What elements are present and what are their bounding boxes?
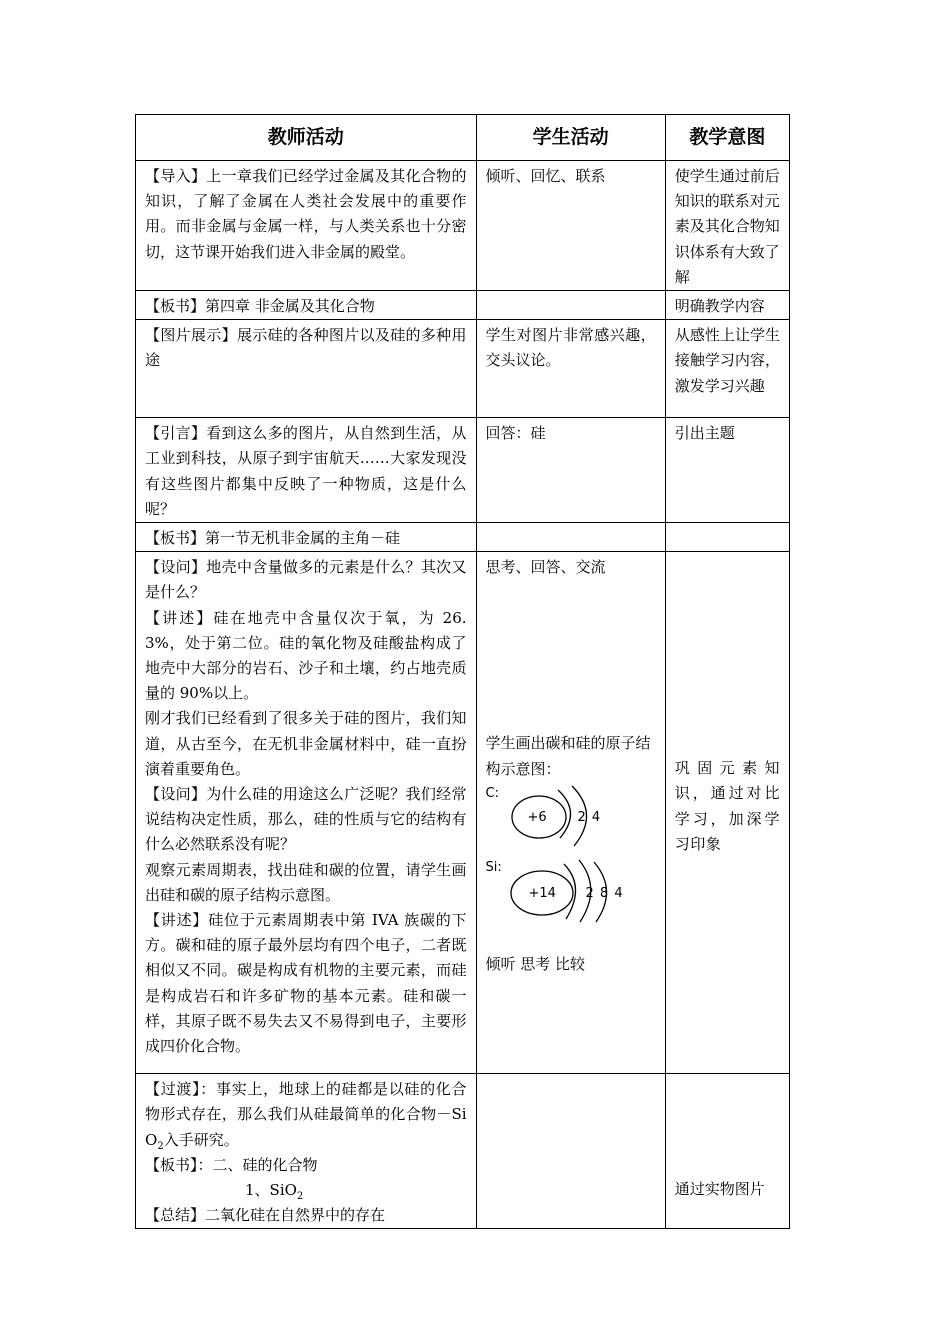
intent-text: 通过实物图片 — [674, 1180, 765, 1199]
student-cell: 学生对图片非常感兴趣，交头议论。 — [476, 320, 665, 418]
student-cell — [476, 523, 665, 552]
table-row — [136, 1074, 790, 1229]
student-text-bottom: 倾听 思考 比较 — [485, 954, 586, 973]
intent-text: 巩固元素知识，通过对比学习，加深学习印象 — [674, 759, 780, 853]
intent-cell: 使学生通过前后知识的联系对元素及其化合物知识体系有大致了解 — [665, 161, 789, 291]
student-cell — [476, 1074, 665, 1229]
teacher-cell — [136, 552, 477, 1074]
carbon-label: C: — [485, 785, 499, 801]
spacer — [675, 1077, 780, 1177]
atom-diagram-svg — [486, 784, 656, 952]
subheading-text: 1、SiO — [245, 1181, 297, 1200]
student-cell: 倾听、回忆、联系 — [476, 161, 665, 291]
transition-text-end: 入手研究。 — [163, 1130, 239, 1149]
table-row — [136, 161, 790, 291]
student-cell: 回答：硅 — [476, 418, 665, 523]
intent-cell: 明确教学内容 — [665, 291, 789, 320]
teacher-paragraph: 【讲述】硅位于元素周期表中第 IVA 族碳的下方。碳和硅的原子最外层均有四个电子，二者既相似又不同。碳是构成有机物的主要元素，而硅是构成岩石和许多矿物的基本元素。硅和碳一样，其原子既不易失去又不易得到电子，主要形成四价化合物。 — [145, 911, 467, 1056]
teacher-paragraph — [145, 1077, 467, 1153]
spacer — [486, 580, 656, 731]
intent-cell — [665, 523, 789, 552]
intent-cell: 引出主题 — [665, 418, 789, 523]
carbon-nucleus-charge: +6 — [527, 809, 547, 825]
silicon-shell-arc-1 — [564, 864, 576, 919]
table-row — [136, 523, 790, 552]
teacher-cell — [136, 1074, 477, 1229]
carbon-electron-shells: 2 4 — [577, 809, 602, 825]
student-cell — [476, 552, 665, 1074]
spacer — [675, 555, 780, 756]
student-cell — [476, 291, 665, 320]
teacher-cell: 【引言】看到这么多的图片，从自然到生活，从工业到科技，从原子到宇宙航天……大家发现没有这些图片都集中反映了一种物质，这是什么呢？ — [136, 418, 477, 523]
teacher-paragraph — [145, 1178, 467, 1203]
teacher-paragraph: 【讲述】硅在地壳中含量仅次于氧，为 26.3%，处于第二位。硅的氧化物及硅酸盐构成了地壳中大部分的岩石、沙子和土壤，约占地壳质量的 90%以上。 — [145, 608, 467, 703]
student-text-top: 思考、回答、交流 — [485, 558, 606, 577]
teacher-cell: 【导入】上一章我们已经学过金属及其化合物的知识，了解了金属在人类社会发展中的重要作用。而非金属与金属一样，与人类关系也十分密切，这节课开始我们进入非金属的殿堂。 — [136, 161, 477, 291]
teacher-cell: 【板书】第四章 非金属及其化合物 — [136, 291, 477, 320]
teacher-cell: 【图片展示】展示硅的各种图片以及硅的多种用途 — [136, 320, 477, 418]
subscript: 2 — [296, 1191, 304, 1203]
student-text-mid: 学生画出碳和硅的原子结构示意图： — [485, 734, 651, 778]
silicon-label: Si: — [485, 859, 502, 875]
subscript: 2 — [157, 1140, 164, 1152]
intent-cell: 从感性上让学生接触学习内容，激发学习兴趣 — [665, 320, 789, 418]
silicon-nucleus-charge: +14 — [528, 885, 556, 901]
silicon-electron-shells: 2 8 4 — [585, 885, 624, 901]
lesson-plan-table — [135, 114, 790, 1229]
teacher-paragraph: 【总结】二氧化硅在自然界中的存在 — [145, 1206, 386, 1225]
header-teacher: 教师活动 — [136, 115, 477, 161]
teacher-paragraph: 【设问】为什么硅的用途这么广泛呢？我们经常说结构决定性质，那么，硅的性质与它的结构有什么必然联系没有呢？ — [145, 785, 467, 854]
table-row — [136, 418, 790, 523]
intent-cell — [665, 552, 789, 1074]
teacher-paragraph: 【设问】地壳中含量做多的元素是什么？其次又是什么？ — [145, 558, 467, 602]
header-intent: 教学意图 — [665, 115, 789, 161]
teacher-paragraph: 【板书】：二、硅的化合物 — [145, 1155, 318, 1174]
atomic-structure-diagram — [486, 784, 656, 952]
table-row — [136, 552, 790, 1074]
intent-cell — [665, 1074, 789, 1229]
teacher-cell: 【板书】第一节无机非金属的主角－硅 — [136, 523, 477, 552]
teacher-paragraph: 观察元素周期表，找出硅和碳的位置，请学生画出硅和碳的原子结构示意图。 — [145, 860, 467, 904]
table-row — [136, 291, 790, 320]
header-student: 学生活动 — [476, 115, 665, 161]
table-row — [136, 320, 790, 418]
teacher-paragraph: 刚才我们已经看到了很多关于硅的图片，我们知道，从古至今，在无机非金属材料中，硅一直扮演着重要角色。 — [145, 709, 467, 778]
transition-text: 【过渡】：事实上，地球上的硅都是以硅的化合物形式存在，那么我们从硅最简单的化合物－SiO — [145, 1080, 467, 1149]
header-row — [136, 115, 790, 161]
